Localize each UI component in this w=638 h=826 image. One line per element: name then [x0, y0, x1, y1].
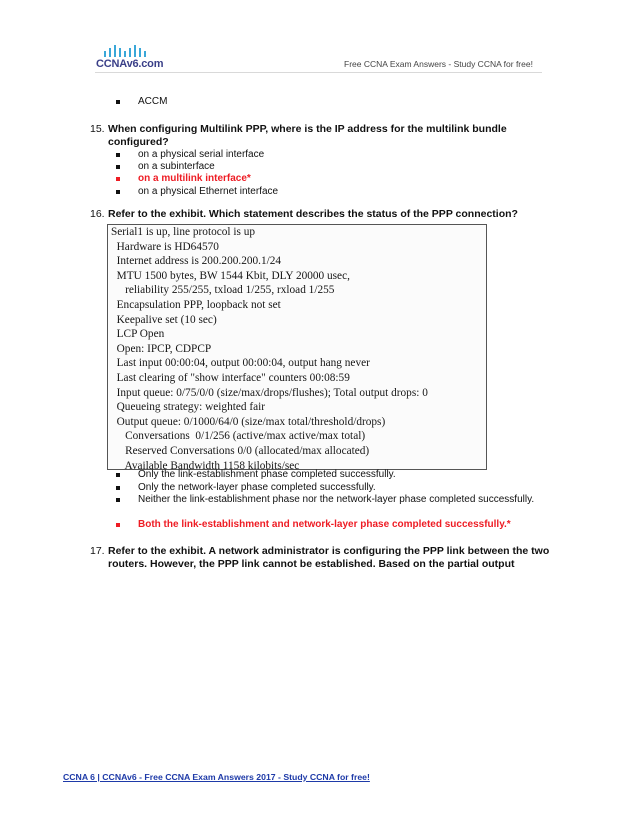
- exhibit-line: Last input 00:00:04, output 00:00:04, output hang never: [111, 357, 370, 370]
- question-text: When configuring Multilink PPP, where is the IP address for the multilink bundle configured?: [108, 123, 507, 148]
- question-text: Refer to the exhibit. Which statement describes the status of the PPP connection?: [108, 208, 518, 220]
- option-accm: ACCM: [118, 96, 538, 109]
- question-15: [90, 123, 556, 149]
- page-header: [0, 0, 638, 80]
- question-number: 16.: [90, 208, 105, 220]
- site-logo[interactable]: [96, 42, 166, 72]
- exhibit-line: Last clearing of "show interface" counters 00:08:59: [111, 371, 350, 384]
- q16-option-3: Neither the link-establishment phase nor the network-layer phase completed successfully.: [118, 494, 538, 507]
- exhibit-line: Queueing strategy: weighted fair: [111, 401, 266, 414]
- exhibit-line: Keepalive set (10 sec): [111, 313, 217, 326]
- question-17: [90, 545, 556, 571]
- q16-option-4-correct: Both the link-establishment and network-layer phase completed successfully.*: [118, 519, 538, 532]
- exhibit-show-interface: [107, 224, 487, 470]
- logo-text: CCNAv6.com: [96, 58, 164, 70]
- exhibit-line: Output queue: 0/1000/64/0 (size/max total/threshold/drops): [111, 415, 386, 428]
- exhibit-line: Internet address is 200.200.200.1/24: [111, 255, 282, 268]
- footer-link[interactable]: CCNA 6 | CCNAv6 - Free CCNA Exam Answers 2017 - Study CCNA for free!: [63, 772, 370, 782]
- cisco-bars-icon: [96, 42, 156, 58]
- exhibit-line: Conversations 0/1/256 (active/max active/max total): [111, 430, 366, 443]
- q15-option-3-correct: on a multilink interface*: [118, 173, 538, 186]
- q16-option-2: Only the network-layer phase completed successfully.: [118, 482, 538, 495]
- q15-option-4: on a physical Ethernet interface: [118, 186, 538, 199]
- exhibit-line: Serial1 is up, line protocol is up: [111, 226, 256, 238]
- exhibit-line: MTU 1500 bytes, BW 1544 Kbit, DLY 20000 usec,: [111, 269, 350, 282]
- exhibit-line: Reserved Conversations 0/0 (allocated/max allocated): [111, 444, 370, 457]
- question-text: Refer to the exhibit. A network administrator is configuring the PPP link between the two routers. However, the PPP link cannot be established. Based on the partial output: [108, 545, 550, 570]
- header-divider: [95, 72, 542, 73]
- q15-option-1: on a physical serial interface: [118, 149, 538, 162]
- question-16: [90, 208, 556, 221]
- exhibit-line: Encapsulation PPP, loopback not set: [111, 298, 281, 311]
- exhibit-line: LCP Open: [111, 328, 165, 341]
- q16-option-1: Only the link-establishment phase completed successfully.: [118, 469, 538, 482]
- header-tagline: Free CCNA Exam Answers - Study CCNA for free!: [344, 59, 533, 69]
- exhibit-output: [111, 225, 428, 473]
- question-number: 17.: [90, 545, 105, 557]
- exhibit-line: Open: IPCP, CDPCP: [111, 342, 212, 355]
- exhibit-line: Available Bandwidth 1158 kilobits/sec: [111, 459, 300, 472]
- exhibit-line: Input queue: 0/75/0/0 (size/max/drops/flushes); Total output drops: 0: [111, 386, 428, 399]
- question-number: 15.: [90, 123, 105, 135]
- q15-option-2: on a subinterface: [118, 161, 538, 174]
- exhibit-line: Hardware is HD64570: [111, 240, 219, 253]
- exhibit-line: reliability 255/255, txload 1/255, rxload 1/255: [111, 284, 335, 297]
